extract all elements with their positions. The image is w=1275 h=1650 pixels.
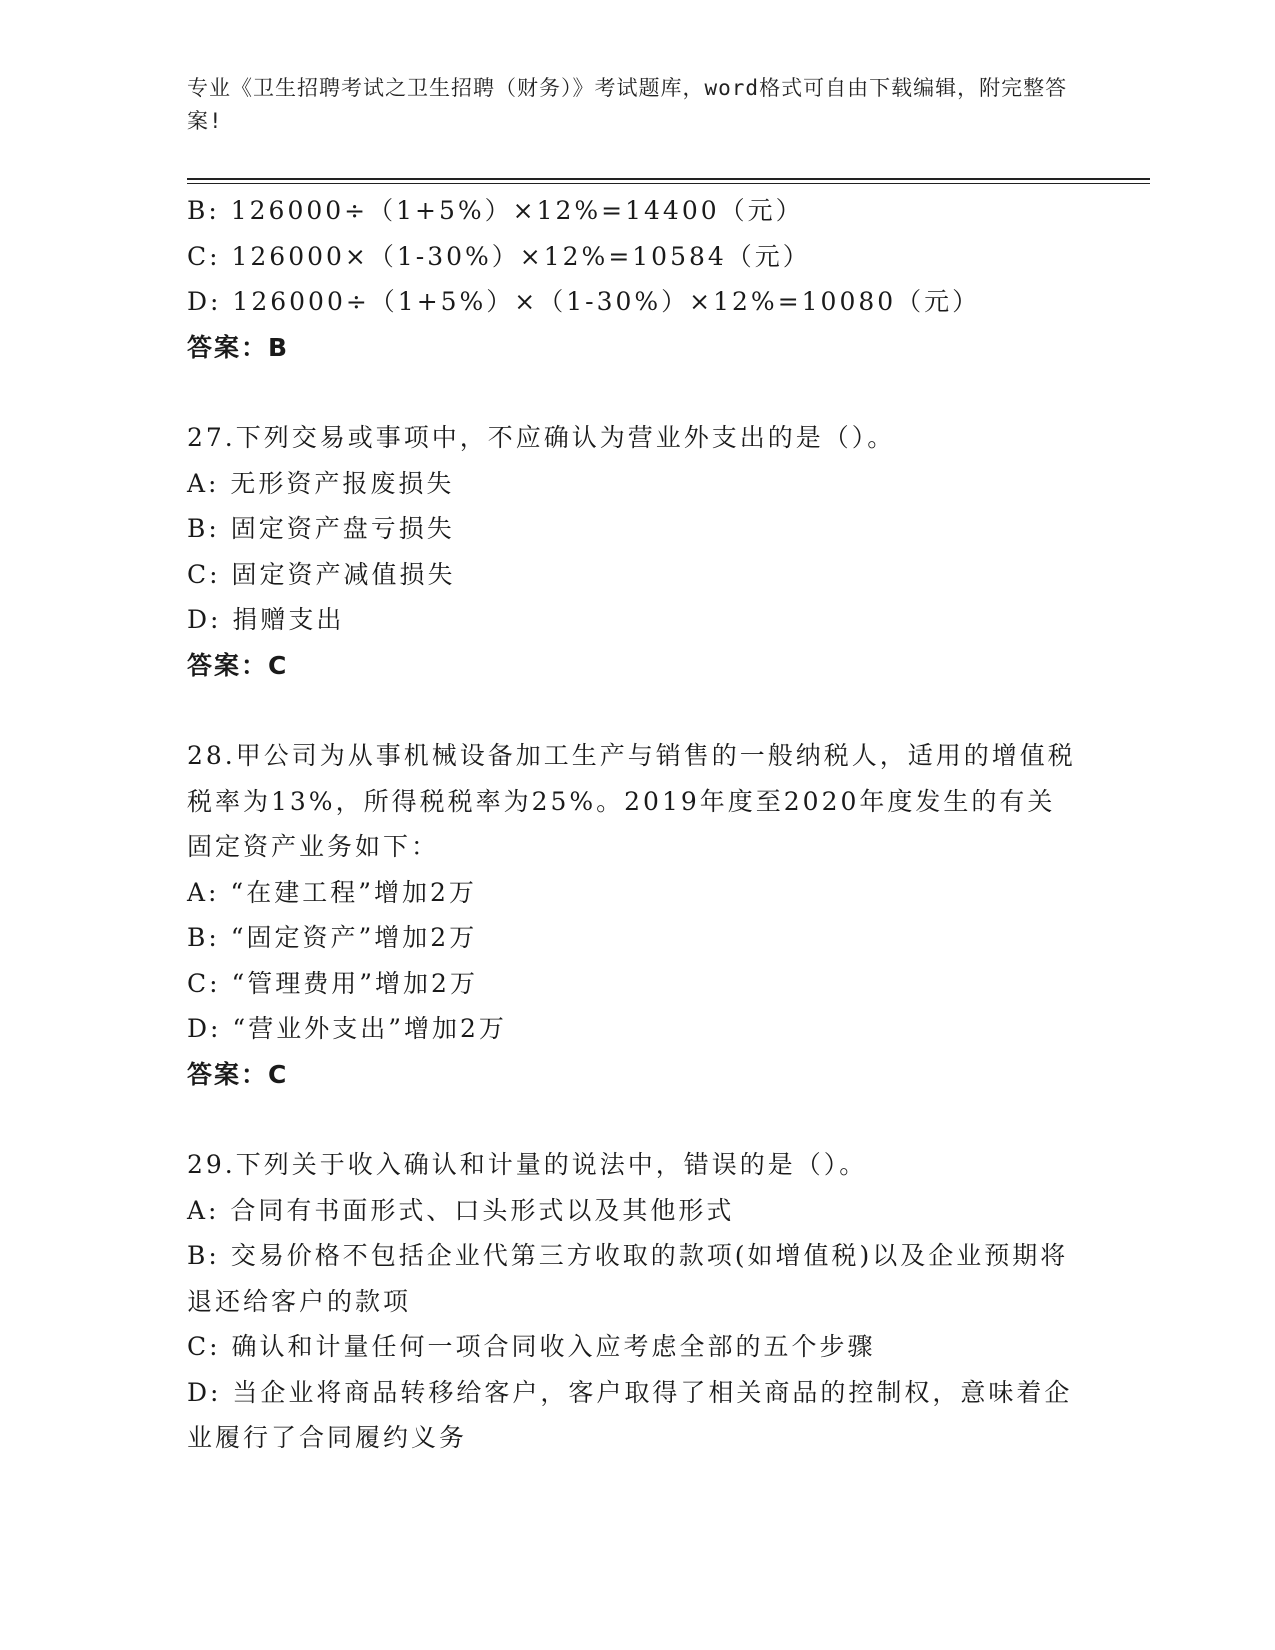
question-27 (187, 415, 1077, 688)
option-b: B: 固定资产盘亏损失 (187, 514, 455, 543)
question-26 (187, 188, 1077, 370)
option-c: C: 126000×（1-30%）×12%=10584（元） (187, 241, 811, 271)
option-a: A: “在建工程”增加2万 (187, 877, 477, 907)
question-list (187, 188, 1077, 1461)
question-29 (187, 1142, 1077, 1461)
spacer (187, 1097, 1077, 1142)
option-c: C: “管理费用”增加2万 (187, 968, 478, 998)
question-text: 27.下列交易或事项中，不应确认为营业外支出的是（）。 (187, 423, 896, 452)
question-text: 28.甲公司为从事机械设备加工生产与销售的一般纳税人，适用的增值税税率为13%，所得税税率为25%。2019年度至2020年度发生的有关固定资产业务如下： (187, 741, 1076, 861)
question-28 (187, 733, 1077, 1097)
option-c: C: 确认和计量任何一项合同收入应考虑全部的五个步骤 (187, 1332, 876, 1361)
option-d: D: 126000÷（1+5%）×（1-30%）×12%=10080（元） (187, 287, 981, 316)
spacer (187, 370, 1077, 415)
header-text: 专业《卫生招聘考试之卫生招聘（财务）》考试题库，word格式可自由下载编辑，附完整答案! (187, 76, 1068, 133)
option-b: B: “固定资产”增加2万 (187, 923, 478, 952)
question-text: 29.下列关于收入确认和计量的说法中，错误的是（）。 (187, 1150, 868, 1179)
answer: 答案：C (187, 650, 289, 680)
option-b: B: 126000÷（1+5%）×12%=14400（元） (187, 196, 804, 225)
page-header (187, 72, 1077, 138)
answer: 答案：C (187, 1059, 289, 1089)
option-b: B: 交易价格不包括企业代第三方收取的款项(如增值税)以及企业预期将退还给客户的款项 (187, 1241, 1069, 1316)
answer: 答案：B (187, 332, 290, 362)
option-a: A: 无形资产报废损失 (187, 468, 455, 498)
spacer (187, 688, 1077, 733)
header-divider-thin (187, 183, 1150, 184)
option-d: D: 当企业将商品转移给客户，客户取得了相关商品的控制权，意味着企业履行了合同履约义务 (187, 1377, 1073, 1452)
option-d: D: 捐赠支出 (187, 605, 345, 634)
option-c: C: 固定资产减值损失 (187, 559, 456, 589)
header-divider (187, 178, 1150, 180)
option-d: D: “营业外支出”增加2万 (187, 1014, 507, 1043)
option-a: A: 合同有书面形式、口头形式以及其他形式 (187, 1195, 735, 1225)
